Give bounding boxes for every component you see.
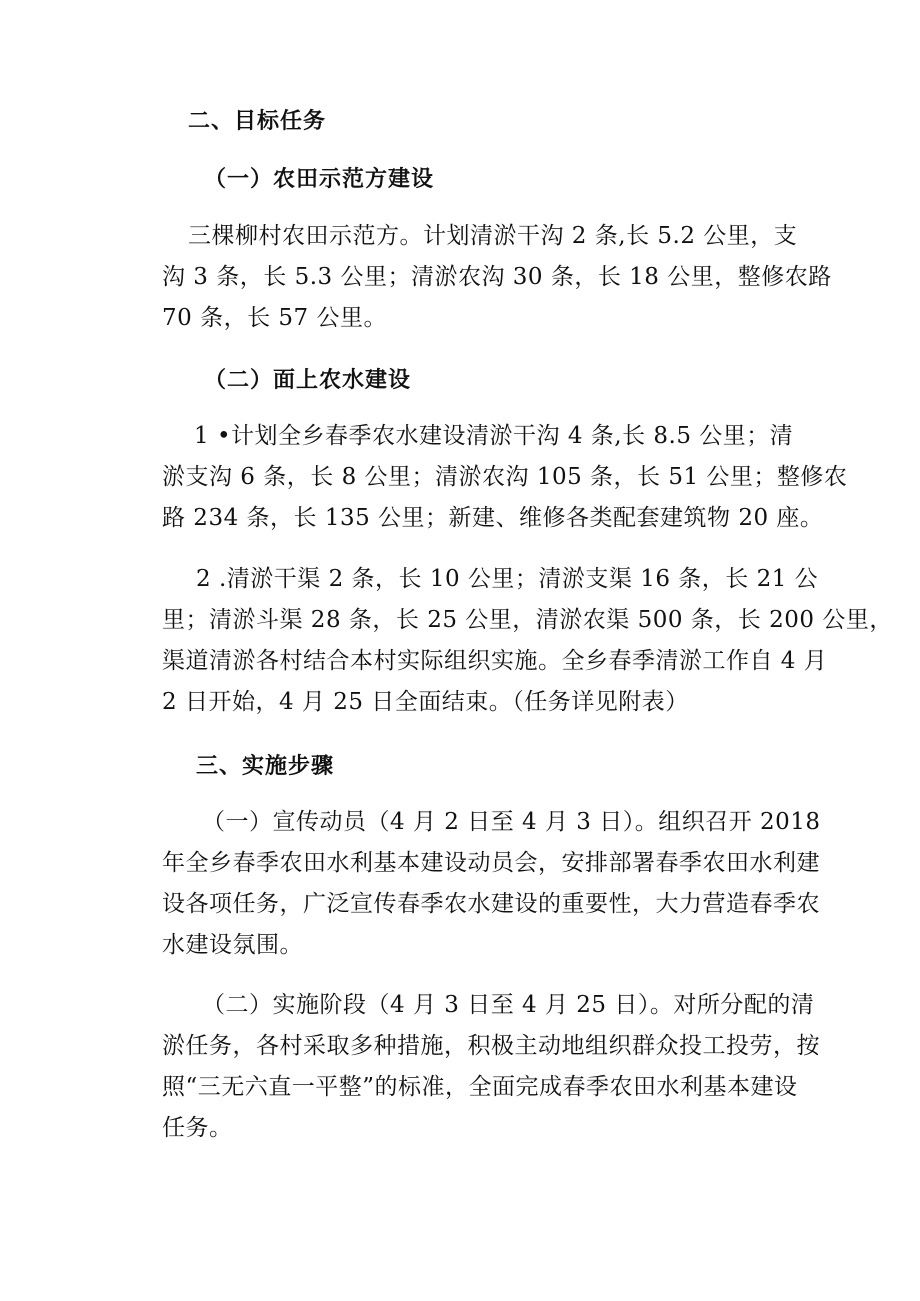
paragraph-line: 照“三无六直一平整”的标准，全面完成春季农田水利基本建设 (162, 1074, 798, 1100)
paragraph-line: 任务。 (162, 1115, 233, 1141)
paragraph-demo-field (162, 216, 832, 339)
paragraph-line: 70 条，长 57 公里。 (162, 305, 387, 331)
paragraph-line: 设各项任务，广泛宣传春季农水建设的重要性，大力营造春季农 (162, 891, 820, 917)
paragraph-line: 沟 3 条，长 5.3 公里；清淤农沟 30 条，长 18 公里，整修农路 (162, 264, 832, 290)
paragraph-step-1 (162, 802, 821, 966)
paragraph-step-2 (162, 985, 820, 1149)
subsection-heading-demo-field: （一）农田示范方建设 (204, 167, 435, 192)
paragraph-line: 年全乡春季农田水利基本建设动员会，安排部署春季农田水利建 (162, 850, 820, 876)
section-heading-goals: 二、目标任务 (188, 109, 327, 134)
paragraph-line: 路 234 条，长 135 公里；新建、维修各类配套建筑物 20 座。 (162, 505, 824, 531)
paragraph-line: 水建设氛围。 (162, 932, 303, 958)
paragraph-line: 2 .清淤干渠 2 条，长 10 公里；清淤支渠 16 条，长 21 公 (196, 566, 819, 592)
paragraph-item-1 (162, 416, 848, 539)
paragraph-line: 淤任务，各村采取多种措施，积极主动地组织群众投工投劳，按 (162, 1033, 820, 1059)
paragraph-line: 2 日开始，4 月 25 日全面结束。（任务详见附表） (162, 689, 689, 715)
paragraph-line: （二）实施阶段（4 月 3 日至 4 月 25 日）。对所分配的清 (202, 992, 815, 1018)
paragraph-line: 里；清淤斗渠 28 条，长 25 公里，清淤农渠 500 条，长 200 公里， (162, 607, 893, 633)
paragraph-line: 三棵柳村农田示范方。计划清淤干沟 2 条,长 5.2 公里，支 (188, 223, 798, 249)
paragraph-line: 1 •计划全乡春季农水建设清淤干沟 4 条,长 8.5 公里；清 (194, 423, 794, 449)
section-heading-steps: 三、实施步骤 (196, 754, 335, 779)
paragraph-line: 渠道清淤各村结合本村实际组织实施。全乡春季清淤工作自 4 月 (162, 648, 828, 674)
paragraph-item-2 (162, 559, 893, 723)
paragraph-line: （一）宣传动员（4 月 2 日至 4 月 3 日）。组织召开 2018 (202, 809, 821, 835)
paragraph-line: 淤支沟 6 条，长 8 公里；清淤农沟 105 条，长 51 公里；整修农 (162, 464, 848, 490)
subsection-heading-water-works: （二）面上农水建设 (204, 368, 412, 393)
